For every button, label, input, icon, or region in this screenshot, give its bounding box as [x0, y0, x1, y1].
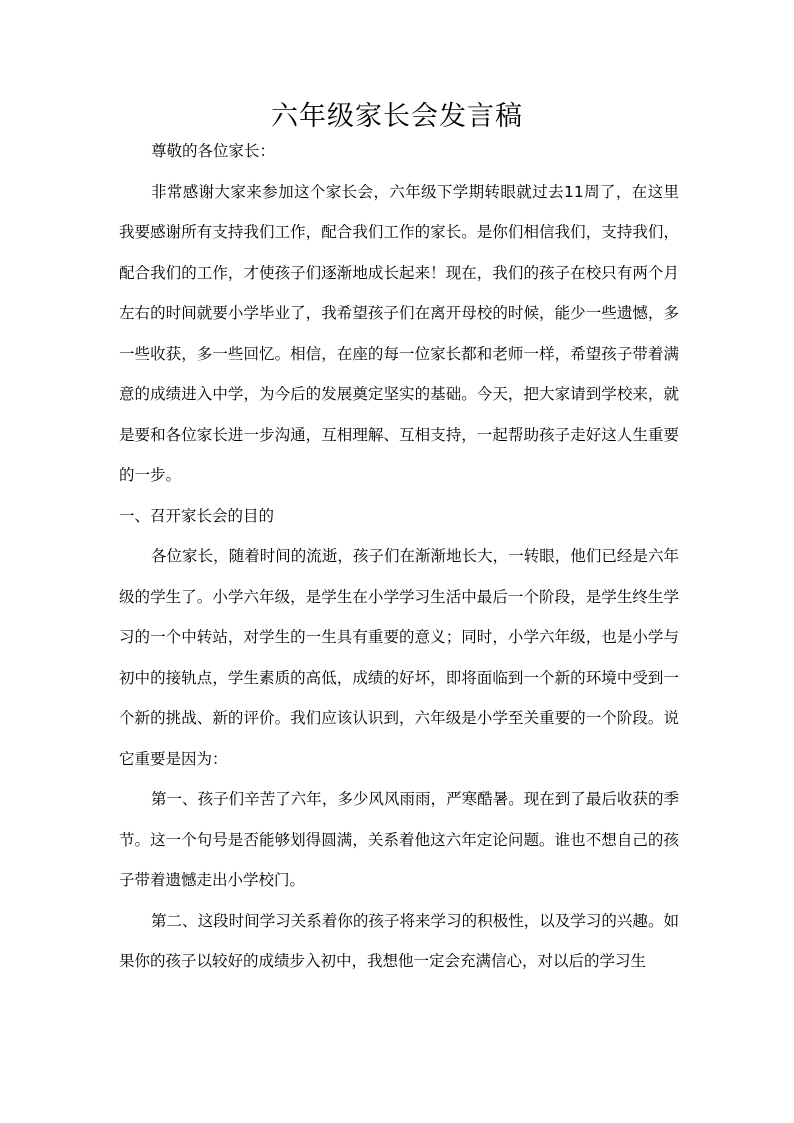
document-title: 六年级家长会发言稿: [271, 101, 523, 132]
section-heading: 一、召开家长会的目的: [119, 506, 275, 525]
section-paragraph: 第一、孩子们辛苦了六年，多少风风雨雨，严寒酷暑。现在到了最后收获的季节。这一个句号是否能够划得圆满，关系着他这六年定论问题。谁也不想自己的孩子带着遗憾走出小学校门。: [119, 790, 679, 889]
document-body: [119, 131, 679, 982]
intro-paragraph: 非常感谢大家来参加这个家长会，六年级下学期转眼就过去11周了，在这里我要感谢所有支持我们工作，配合我们工作的家长。是你们相信我们，支持我们，配合我们的工作，才使孩子们逐渐地成长起来！现在，我们的孩子在校只有两个月左右的时间就要小学毕业了，我希望孩子们在离开母校的时候，能少一些遗憾，多一些收获，多一些回忆。相信，在座的每一位家长都和老师一样，希望孩子带着满意的成绩进入中学，为今后的发展奠定坚实的基础。今天，把大家请到学校来，就是要和各位家长进一步沟通，互相理解、互相支持，一起帮助孩子走好这人生重要的一步。: [119, 182, 679, 484]
section-paragraph: 第二、这段时间学习关系着你的孩子将来学习的积极性，以及学习的兴趣。如果你的孩子以较好的成绩步入初中，我想他一定会充满信心，对以后的学习生: [119, 911, 679, 970]
salutation: 尊敬的各位家长：: [151, 142, 276, 160]
section-paragraph: 各位家长，随着时间的流逝，孩子们在渐渐地长大，一转眼，他们已经是六年级的学生了。小学六年级，是学生在小学学习生活中最后一个阶段，是学生终生学习的一个中转站，对学生的一生具有重要的意义；同时，小学六年级，也是小学与初中的接轨点，学生素质的高低，成绩的好坏，即将面临到一个新的环境中受到一个新的挑战、新的评价。我们应该认识到，六年级是小学至关重要的一个阶段。说它重要是因为：: [119, 547, 679, 768]
